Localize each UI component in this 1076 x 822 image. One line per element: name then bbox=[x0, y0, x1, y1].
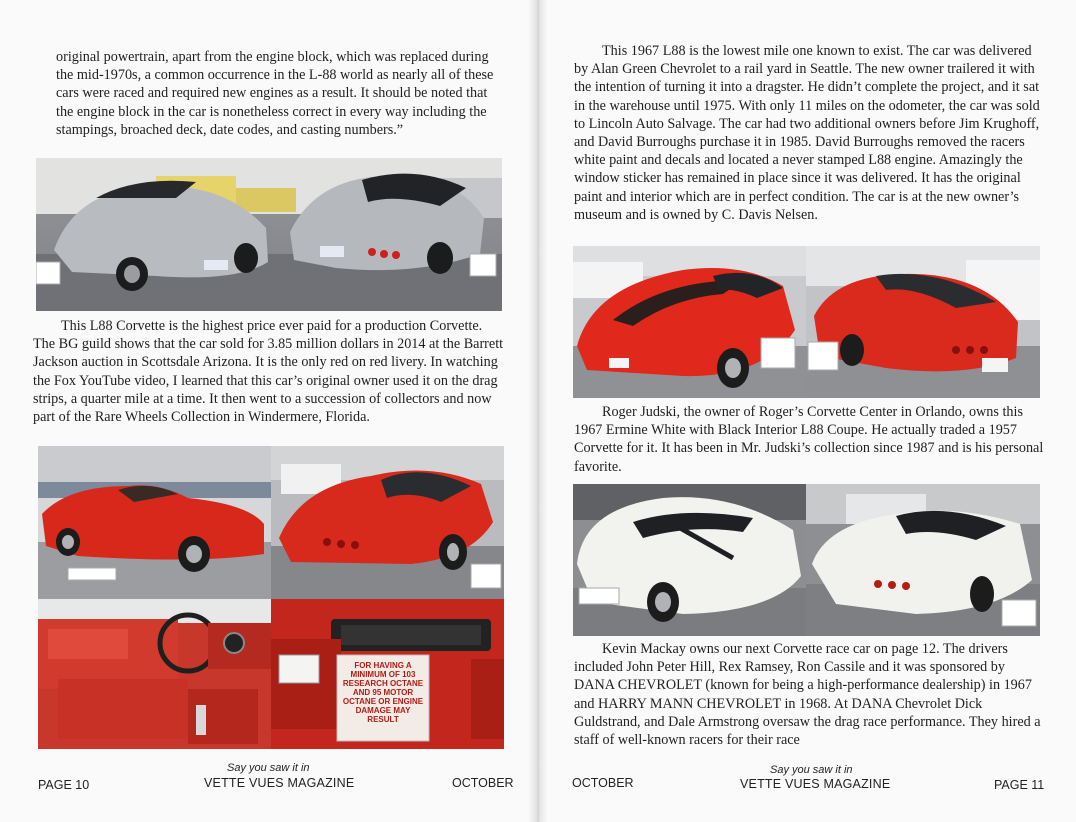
red-low-mile-corvette-front-photo bbox=[573, 246, 806, 398]
right-paragraph-2: Roger Judski, the owner of Roger’s Corvette Center in Orlando, owns this 1967 Ermine White with Black Interior L88 Coupe. He actually traded a 1957 Corvette for it. It has been in Mr. Judski’s collection since 1987 and is his personal favorite. bbox=[574, 404, 1044, 475]
right-page bbox=[538, 0, 1076, 822]
book-spine bbox=[528, 0, 548, 822]
right-footer-tagline: Say you saw it in bbox=[770, 764, 853, 776]
red-corvette-rear-illustration bbox=[271, 446, 504, 599]
left-footer-tagline: Say you saw it in bbox=[227, 762, 310, 774]
red-interior-photo bbox=[38, 599, 271, 749]
white-corvette-front-photo bbox=[573, 484, 806, 636]
red-corvette-side-photo bbox=[38, 446, 271, 599]
right-footer-page-number: PAGE 11 bbox=[994, 778, 1045, 792]
right-footer-month: OCTOBER bbox=[572, 776, 634, 790]
white-corvette-rear-photo bbox=[806, 484, 1040, 636]
red-low-mile-rear-illustration bbox=[806, 246, 1040, 398]
left-footer-month: OCTOBER bbox=[452, 776, 514, 790]
window-sticker-photo bbox=[271, 599, 504, 749]
red-low-mile-corvette-rear-photo bbox=[806, 246, 1040, 398]
red-corvette-rear-photo bbox=[271, 446, 504, 599]
left-footer-page-number: PAGE 10 bbox=[38, 778, 90, 792]
right-footer-magazine: VETTE VUES MAGAZINE bbox=[740, 777, 891, 791]
white-corvette-front-illustration bbox=[573, 484, 806, 636]
left-paragraph-1: original powertrain, apart from the engine block, which was replaced during the mid-1970s, a common occurrence in the L-88 world as nearly all of these cars were raced and required new engines as a result. It should be noted that the engine block in the car is nonetheless correct in every way including the stampings, broached deck, date codes, and casting numbers.” bbox=[56, 49, 494, 138]
left-paragraph-2: This L88 Corvette is the highest price ever paid for a production Corvette. The BG guild shows that the car sold for 3.85 million dollars in 2014 at the Barrett Jackson auction in Scottsdale Arizona. It is the only red on red livery. In watching the Fox YouTube video, I learned that this car’s original owner used it on the drag strips, a quarter mile at a time. It then went to a succession of collectors and now part of the Rare Wheels Collection in Windermere, Florida. bbox=[33, 318, 504, 426]
silver-corvette-illustration bbox=[36, 158, 502, 311]
silver-corvette-photo bbox=[36, 158, 502, 311]
window-sticker-text: FOR HAVING A MINIMUM OF 103 RESEARCH OCTANE AND 95 MOTOR OCTANE OR ENGINE DAMAGE MAY RESULT bbox=[342, 661, 424, 724]
right-paragraph-3: Kevin Mackay owns our next Corvette race car on page 12. The drivers included John Peter Hill, Rex Ramsey, Ron Cassile and it was sponsored by DANA CHEVROLET (known for being a high-performance dealership) in 1967 and HARRY MANN CHEVROLET in 1968. At DANA Chevrolet Dick Guldstrand, and Dale Armstrong oversaw the drag race performance. They hired a staff of well-known racers for their race bbox=[574, 641, 1041, 749]
red-low-mile-front-illustration bbox=[573, 246, 806, 398]
right-paragraph-1: This 1967 L88 is the lowest mile one known to exist. The car was delivered by Alan Green Chevrolet to a rail yard in Seattle. The new owner trailered it with the intention of turning it into a dragster. He didn’t complete the project, and it sat in the warehouse until 1975. With only 11 miles on the odometer, the car was sold to Lincoln Auto Salvage. The car had two additional owners before Jim Krughoff, and David Burroughs purchase it in 1985. David Burroughs removed the racers white paint and decals and located a never stamped L88 engine. Amazingly the window sticker has remained in place since it was delivered. It has the original paint and interior which are in perfect condition. The car is at the new owner’s museum and is owned by C. Davis Nelsen. bbox=[574, 43, 1040, 223]
red-corvette-side-illustration bbox=[38, 446, 271, 599]
white-corvette-rear-illustration bbox=[806, 484, 1040, 636]
red-interior-illustration bbox=[38, 599, 271, 749]
left-footer-magazine: VETTE VUES MAGAZINE bbox=[204, 776, 355, 790]
